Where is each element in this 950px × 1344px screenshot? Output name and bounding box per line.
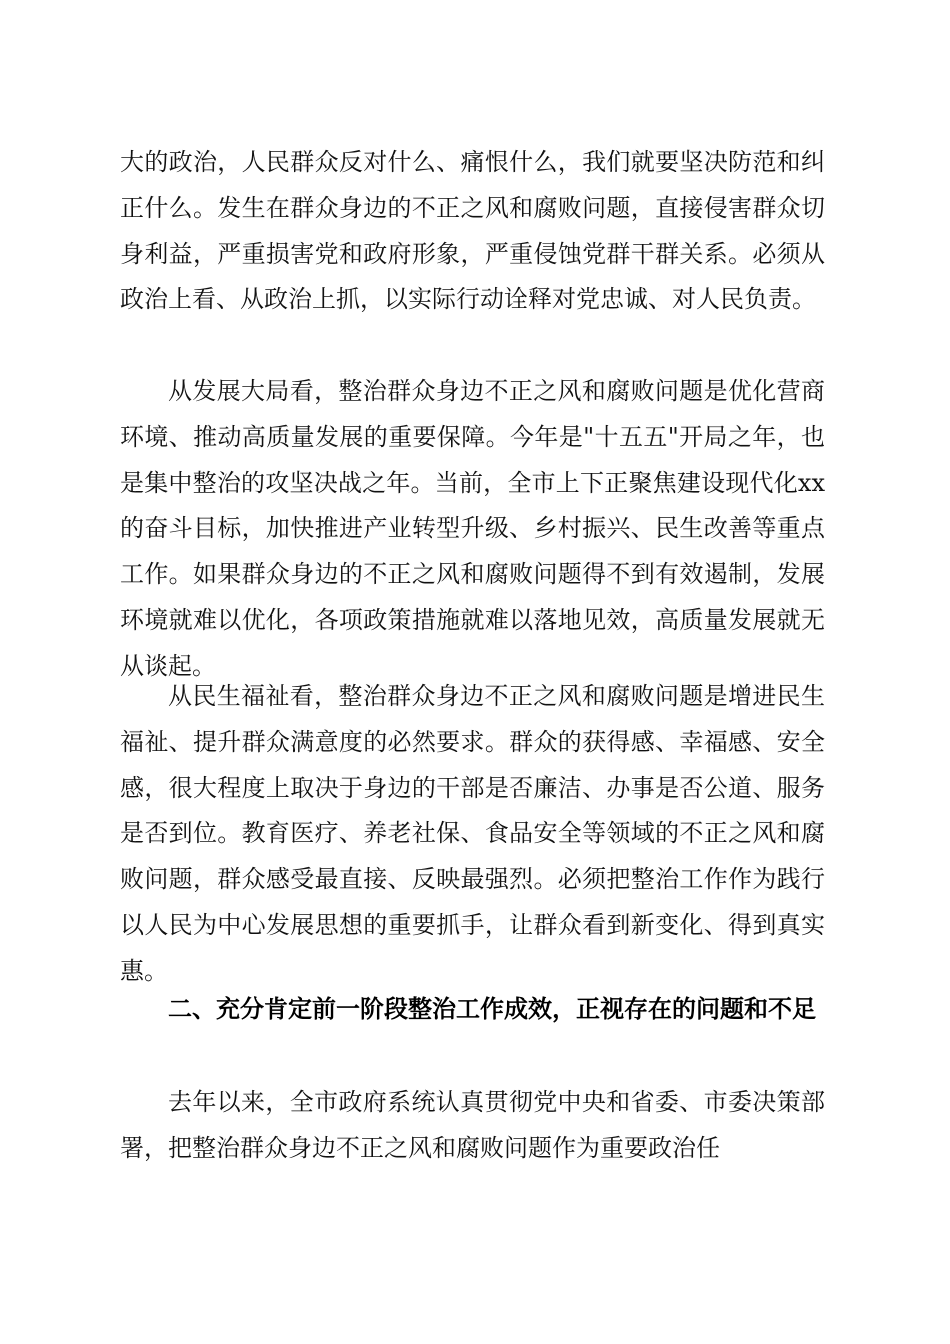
paragraph-livelihood: 从民生福祉看，整治群众身边不正之风和腐败问题是增进民生福祉、提升群众满意度的必然要求。群众的获得感、幸福感、安全感，很大程度上取决于身边的干部是否廉洁、办事是否公道、服务是否到位。教育医疗、养老社保、食品安全等领域的不正之风和腐败问题，群众感受最直接、反映最强烈。必须把整治工作作为践行以人民为中心发展思想的重要抓手，让群众看到新变化、得到真实惠。: [120, 682, 825, 985]
paragraph-development: 从发展大局看，整治群众身边不正之风和腐败问题是优化营商环境、推动高质量发展的重要保障。今年是"十五五"开局之年，也是集中整治的攻坚决战之年。当前，全市上下正聚焦建设现代化xx的奋斗目标，加快推进产业转型升级、乡村振兴、民生改善等重点工作。如果群众身边的不正之风和腐败问题得不到有效遏制，发展环境就难以优化，各项政策措施就难以落地见效，高质量发展就无从谈起。: [120, 377, 825, 680]
section-heading: 二、充分肯定前一阶段整治工作成效，正视存在的问题和不足: [168, 995, 816, 1023]
paragraph-closing: 去年以来，全市政府系统认真贯彻党中央和省委、市委决策部署，把整治群众身边不正之风和腐败问题作为重要政治任: [120, 1088, 825, 1162]
paragraph-continuation: 大的政治，人民群众反对什么、痛恨什么，我们就要坚决防范和纠正什么。发生在群众身边的不正之风和腐败问题，直接侵害群众切身利益，严重损害党和政府形象，严重侵蚀党群干群关系。必须从政治上看、从政治上抓，以实际行动诠释对党忠诚、对人民负责。: [120, 148, 825, 314]
